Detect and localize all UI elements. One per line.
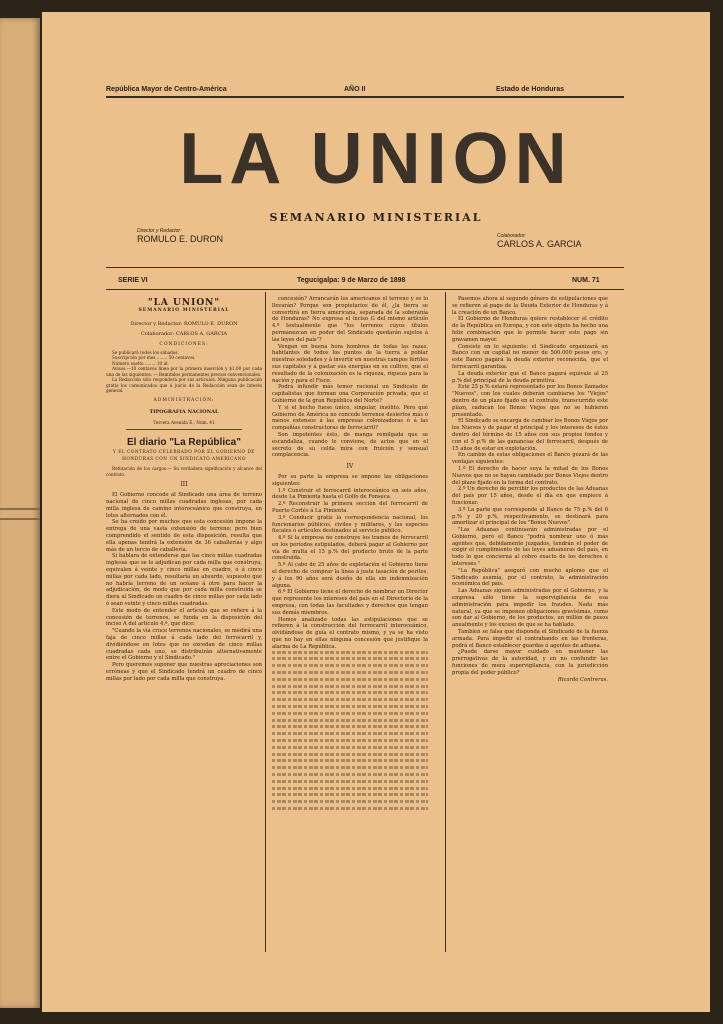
newspaper-page — [42, 12, 710, 1012]
collab-label: Colaborador: — [497, 233, 526, 239]
paragraph: El Sindicado se encarga de cambiar los Bonos Viejos por los Nuevos y de pagar el principal y los intereses de éstos dentro del término de 15 años con sus propios fondos y con el 5 p.% de las ganancias del ferrocarril, después de 15 años de estar en explotación. — [452, 418, 608, 452]
edition-rule-bottom — [106, 289, 624, 290]
section-number: IV — [346, 463, 354, 471]
paragraph: Y si el hecho fuese único, singular, insólito. Pero qué Gobierno de América no concede terrenos desiertos más ó menos extensos á las empresas colonizadoras ó á las compañías constructoras de ferrocarril? — [272, 404, 428, 432]
list-item: 6.º El Gobierno tiene el derecho de nombrar un Director que represente los intereses del país en el Directorio de la empresa, con todas las facultades y derechos que tengan sus demás miembros. — [272, 589, 428, 616]
list-item: 1.º El derecho de hacer suya la mitad de los Bonos Nuevos que no se hayan cambiado por Bonos Viejos dentro del plazo fijado en la forma del contrato. — [452, 465, 608, 486]
paragraph: Las Aduanas siguen administradas por el Gobierno, y la empresa sólo tiene la supervigilancia de esa administración para impedir los fraudes. Nada más natural, ya que se imponen obligaciones gravísimas, como son dar al Gobierno, de los productos, un millón de pesos anualmente y los exceso de que se ha hablado. — [452, 588, 608, 629]
paragraph: ¿Puede darse mayor cuidado en mantener las prerrogativas de la autoridad, y en no confundir las funciones de mera supervigilancia, con la jurisdicción propia del poder público? — [452, 649, 608, 676]
paragraph: La deuda exterior que el Banco pagará equivale al 25 p.% del principal de la deuda primitiva. — [452, 370, 608, 384]
notice-text: Avisos.—10 centavos línea por la primera inserción y $1.00 por cada una de las siguientes. — Remitidos permanentes precios convencionales. — [106, 366, 262, 377]
column-2 — [272, 296, 428, 814]
column-divider — [445, 292, 446, 952]
article-subtitle: Y EL CONTRATO CELEBRADO POR EL GOBIERNO DE HONDURAS CON UN SINDICATO AMERICANO — [113, 449, 255, 462]
page-fold-line — [0, 508, 40, 510]
condition-line: Se publicará todos los sábados. — [112, 349, 179, 355]
header-rule — [106, 96, 624, 98]
conditions-title: CONDICIONES: — [159, 342, 209, 348]
condition-line: Número suelto ........ 10 id. — [112, 360, 169, 366]
list-item: 4.º Si la empresa no construye los tramos de ferrocarril en los períodos estipulados, deberá pagar al Gobierno por vía de multa el 15 p.% del producto bruto de la parte construída. — [272, 535, 428, 562]
column-divider — [265, 292, 266, 952]
list-item: 1.º Construir el ferrocarril interoceánico en seis años, desde La Pimienta hasta el Golfo de Fonseca. — [272, 487, 428, 501]
list-item: 3.º La parte que corresponde al Banco de 75 p.% del 6 p.% y 20 p.%, respectivamente, se destinará para amortizar el principal de los "Bonos Nuevos". — [452, 506, 608, 527]
printer-address: Tercera Avenida E., Núm. 41 — [153, 419, 215, 425]
text-filler — [272, 651, 428, 810]
column-1 — [106, 296, 262, 683]
section-number: III — [180, 481, 188, 489]
paragraph: "Las Aduanas continuarán administradas por el Gobierno, pero el Banco "podrá nombrar uno ó más agentes que, debidamente juzgados, tendrán el poder de exigir el cumplimiento de las leyes aduaneras del país, en todo lo que concierna al cobro exacto de los derechos é intereses." — [452, 527, 608, 568]
masthead: LA UNION — [179, 119, 573, 199]
column-3 — [452, 296, 608, 683]
collab-name: CARLOS A. GARCIA — [497, 239, 582, 249]
paragraph: "Cuando la vía cruce terrenos nacionales, se medirá una faja de cinco millas á cada lado del ferrocarril y, dividiéndose en lotes que no excedan de cinco millas cuadradas cada uno, se distribuirán alternativamente entre el Gobierno y el Sindicado." — [106, 628, 262, 662]
paragraph: Vengan en buena hora hombres de todas las razas, habitantes de todos los puntos de la tierra á poblar nuestras soledades y á invertir en nuestras campos fértiles sus capitales y á gastar sus energías en su cultivo, que el resultado de la colonización es la riqueza, riqueza para la nación y para el Fisco. — [272, 343, 428, 384]
serie-label: SERIE VI — [118, 277, 148, 284]
edition-rule-top — [106, 267, 624, 268]
list-item: 5.º Al cabo de 25 años de explotación el Gobierno tiene el derecho de comprar la línea á justa tasación de peritos, y á los 90 años será dueño de ella sin indemnización alguna. — [272, 562, 428, 589]
director-credit — [137, 228, 223, 244]
divider — [126, 429, 242, 430]
printer-name: TIPOGRAFIA NACIONAL — [149, 408, 219, 415]
page-fold-line — [0, 518, 40, 520]
box-title: "LA UNION" — [147, 298, 221, 308]
republic-label: República Mayor de Centro-América — [106, 86, 227, 93]
box-subtitle: SEMANARIO MINISTERIAL — [138, 307, 230, 313]
paragraph: El Gobierno concede al Sindicado una área de terreno nacional de cinco millas cuadradas inglesas, por cada milla inglesa de camino interoceánico que construya, en lotes alternados con él. — [106, 492, 262, 519]
paragraph: Podrá infundir más temor racional un Sindicato de capitalistas que forman una Corporación privada, que el Gobierno de la gran República del Norte? — [272, 384, 428, 404]
paragraph: Pasemos ahora al segundo género de estipulaciones que se refieren al pago de la Deuda Exterior de Honduras y á la creación de un Banco. — [452, 296, 608, 316]
director-label: Director y Redactor: — [137, 228, 182, 234]
paragraph: Se ha creído por muchos que esta concesión impone la entrega de una vasta extensión de terreno; pero bien comprendido el sentido de esta disposición, resulta que ella apenas tendrá la extensión de 36 caballerías y algo más de un tercio de caballería. — [106, 519, 262, 553]
adjacent-page-edge — [0, 18, 40, 1008]
paragraph: Pero queremos suponer que nuestras apreciaciones son erróneas y que el Sindicado tendrá un cuadro de cinco millas por lado por cada milla que construya. — [106, 662, 262, 682]
paragraph: El Gobierno de Honduras quiere restablecer el crédito de la República en Europa, y con este objeto ha hecho una feliz combinación que le permite hacer este pago sin gravamen mayor. — [452, 316, 608, 343]
paragraph: Este modo de entender el artículo que se refiere á la concesión de terrenos, se funda en la disposición del inciso A del artículo 4.º, que dice: — [106, 607, 262, 628]
notice-text: La Redacción sólo responderá por sus artículos. Ninguna publicación gratis los comunicados que á juicio de la Redacción sean de interés general. — [106, 377, 262, 394]
paragraph: Si hablara de entenderse que las cinco millas cuadradas inglesas que se le adjudican por cada milla que construya, equivalen á veinte y cinco millas en cuadro, ó á cinco millas por cada lado, resultaría un absurdo, supuesto que no habría terreno de un océano á otro para hacer la adjudicación, de modo que por cada milla construida se diera al Sindicado un cuadro de cinco millas por cada lado ó sean veinte y cinco millas cuadradas. — [106, 553, 262, 608]
subtitle: SEMANARIO MINISTERIAL — [269, 211, 483, 224]
paragraph: Consiste en lo siguiente: el Sindicado organizará un Banco con un capital no menor de 500.000 pesos oro, y este Banco pagará la deuda exterior reconocida, que el ferrocarril garantiza. — [452, 343, 608, 370]
issue-number: NUM. 71 — [572, 277, 600, 284]
article-note: Refutación de los cargos.— Su verdadera significación y alcance del contrato. — [106, 466, 262, 477]
paragraph: Hemos analizado todas las estipulaciones que se refieren á la construcción del ferrocarril interoceánico, olvidándose de guía el contrato mismo, y ya se ha visto que no hay en ellas ninguna concesión que justifique la alarma de La República. — [272, 616, 428, 650]
list-item: 3.º Conducir gratis la correspondencia nacional, los funcionarios públicos, civiles y militares, y las especies fiscales ó artículos destinados al servicio público. — [272, 514, 428, 535]
admin-title: ADMINISTRACIÓN: — [153, 397, 215, 403]
paragraph: Son impotentes ésto, de manga remilgada que se escandaliza, cuando le conviene, de actos que en el secreto de su celda mira con fruición y sensual complacencia. — [272, 431, 428, 459]
paragraph: concesión? Arrancarán los americanos el terreno y se lo llevarán? Porque son propietarios de él, ¿la tierra se convertirá en tierra americana, separada de la soberanía de Honduras? No expresa el inciso G del mismo artículo 4.º textualmente que "los terrenos cuyos títulos permanezcan en poder del Sindicado quedarán sujetos á las leyes del país"? — [272, 296, 428, 343]
paragraph: En cambio de estas obligaciones el Banco gozará de las ventajas siguientes: — [452, 452, 608, 466]
paragraph: Por su parte la empresa se impone las obligaciones siguientes: — [272, 473, 428, 487]
condition-line: Suscripción por mes ........ 50 centavos. — [112, 355, 196, 361]
list-item: 2.º Un derecho de percibir los productos de las Aduanas del país por 15 años, desde el día en que empiece á funcionar. — [452, 486, 608, 506]
collab-credit — [497, 233, 582, 249]
box-collab: Colaborador: CARLOS A. GARCIA — [140, 331, 228, 338]
paragraph: "La República" aseguró con mucho aplomo que el Sindicado asumía, por el contrato, la administración económica del país. — [452, 567, 608, 588]
paragraph: Tambien se falsa que disponda el Sindicado de la fuerza armada. Para impedir el contrabando en las fronteras, podrá el Banco establecer guardas ó agentes de aduana. — [452, 629, 608, 649]
paragraph: Este 25 p.% estará representado por los Bonos llamados "Nuevos", con los cuales deberán cambiarse los "Viejos" dentro de un plazo fijado en el contrato, transcurrido este plazo, caducan los Bonos Viejos que no se hubieren presentado. — [452, 384, 608, 418]
list-item: 2.º Reconstruir la primera sección del ferrocarril de Puerto Cortés á La Pimienta. — [272, 501, 428, 514]
signature: Ricardo Contreras. — [557, 676, 608, 683]
box-director: Director y Redactor: ROMULO E. DURON — [130, 320, 238, 327]
year-label: AÑO II — [344, 86, 366, 93]
issue-date: Tegucigalpa: 9 de Marzo de 1898 — [297, 277, 406, 284]
state-label: Estado de Honduras — [496, 86, 565, 93]
director-name: ROMULO E. DURON — [137, 234, 224, 244]
article-title: El diario "La República" — [127, 437, 241, 449]
